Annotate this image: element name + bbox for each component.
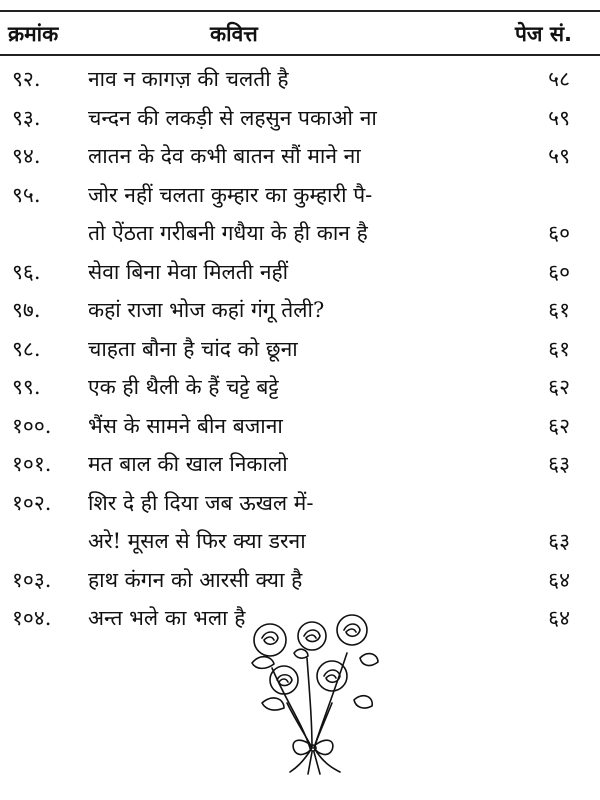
entry-title: हाथ कंगन को आरसी क्या है (88, 567, 303, 592)
toc-row (0, 60, 600, 99)
entry-page: ६० (548, 221, 570, 245)
toc-row (0, 291, 600, 330)
entry-number: १०३. (12, 567, 52, 592)
toc-row (0, 99, 600, 138)
toc-row (0, 137, 600, 176)
entry-title: कहां राजा भोज कहां गंगू तेली? (88, 298, 325, 322)
entry-title: तो ऐंठता गरीबनी गधैया के ही कान है (88, 221, 368, 245)
entry-number: ९८. (12, 336, 41, 361)
entry-number: ९६. (12, 259, 41, 284)
header-number: क्रमांक (8, 22, 59, 46)
entry-page: ६३ (548, 452, 570, 476)
entry-page: ६४ (548, 606, 570, 630)
entry-number: ९५. (12, 182, 41, 207)
header-page: पेज सं. (515, 22, 572, 46)
entry-title: मत बाल की खाल निकालो (88, 452, 288, 476)
entry-number: ९२. (12, 67, 41, 91)
entry-number: ९४. (12, 144, 41, 168)
toc-row (0, 445, 600, 484)
toc-row (0, 407, 600, 446)
entry-number: १०१. (12, 452, 52, 476)
toc-list (0, 60, 600, 638)
entry-title: चन्दन की लकड़ी से लहसुन पकाओ ना (88, 105, 377, 130)
entry-number: ९९. (12, 375, 41, 399)
entry-page: ६२ (548, 375, 570, 399)
entry-number: १००. (12, 413, 52, 438)
toc-row (0, 253, 600, 292)
toc-row (0, 330, 600, 369)
entry-page: ६३ (548, 529, 570, 553)
entry-page: ६१ (548, 298, 570, 322)
entry-title: सेवा बिना मेवा मिलती नहीं (88, 259, 289, 284)
entry-page: ५९ (548, 105, 570, 130)
header-rule (0, 54, 600, 56)
entry-title: जोर नहीं चलता कुम्हार का कुम्हारी पै- (88, 182, 373, 207)
entry-page: ५९ (548, 144, 570, 168)
entry-page: ६४ (548, 567, 570, 592)
entry-title: चाहता बौना है चांद को छूना (88, 336, 298, 361)
entry-title: अन्त भले का भला है (88, 606, 246, 630)
toc-row (0, 561, 600, 600)
entry-page: ६० (548, 259, 570, 284)
toc-row (0, 176, 600, 215)
entry-page: ५८ (548, 67, 570, 91)
toc-row (0, 214, 600, 253)
table-header (0, 16, 600, 52)
toc-row (0, 368, 600, 407)
entry-page: ६१ (548, 336, 570, 361)
entry-number: ९७. (12, 298, 41, 322)
entry-title: लातन के देव कभी बातन सौं माने ना (88, 144, 361, 168)
entry-title: भैंस के सामने बीन बजाना (88, 413, 283, 438)
entry-page: ६२ (548, 413, 570, 438)
entry-number: १०२. (12, 490, 52, 515)
header-title: कवित्त (210, 22, 258, 46)
entry-title: नाव न कागज़ की चलती है (88, 67, 289, 91)
toc-row (0, 484, 600, 523)
top-rule (0, 10, 600, 12)
entry-number: १०४. (12, 606, 52, 630)
toc-row (0, 522, 600, 561)
rose-bouquet-icon (232, 608, 382, 778)
entry-title: एक ही थैली के हैं चट्टे बट्टे (88, 375, 279, 399)
entry-title: अरे! मूसल से फिर क्या डरना (88, 529, 306, 553)
entry-number: ९३. (12, 105, 41, 130)
entry-title: शिर दे ही दिया जब ऊखल में- (88, 490, 314, 515)
